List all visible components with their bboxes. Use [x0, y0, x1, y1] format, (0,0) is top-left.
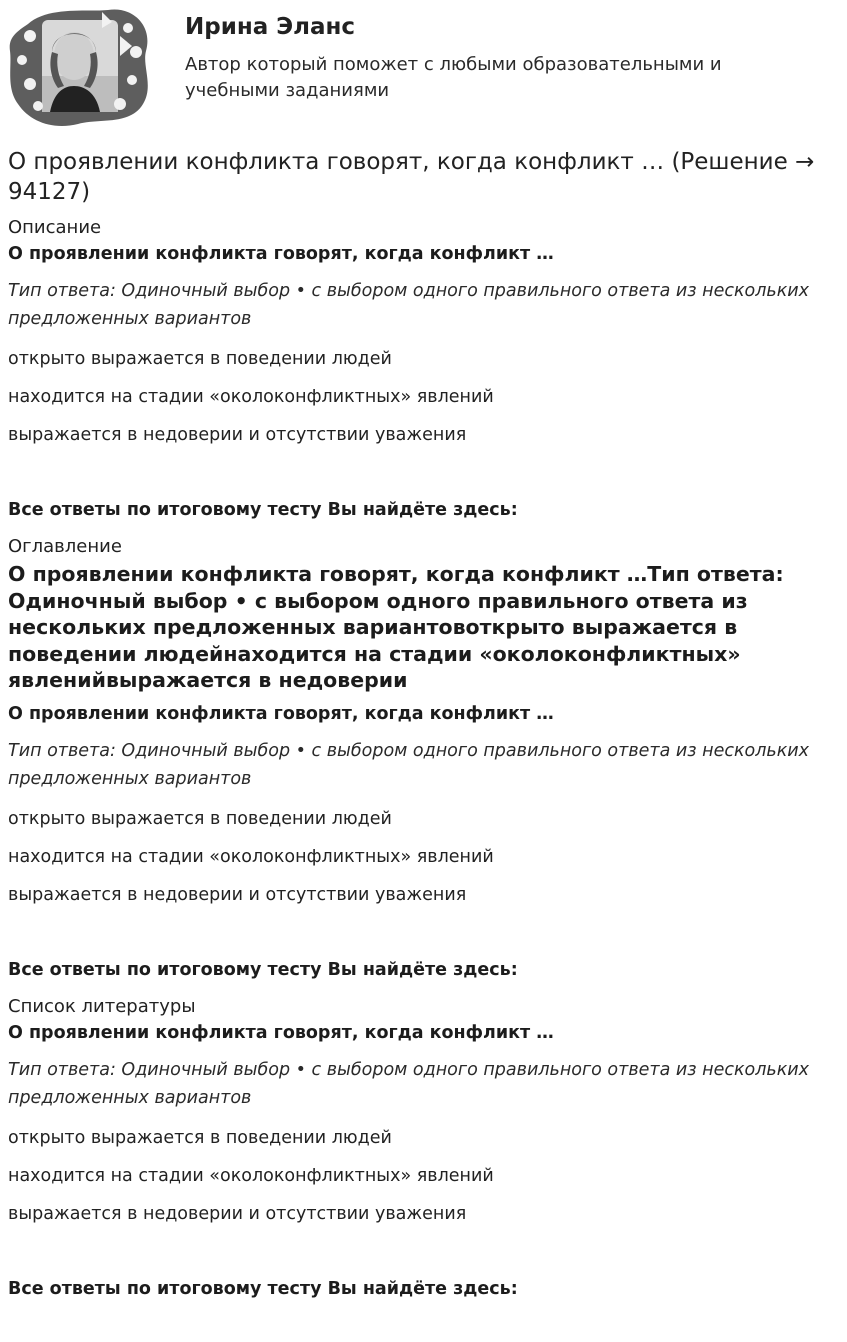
answer-option: находится на стадии «околоконфликтных» явлений: [8, 1165, 494, 1186]
section-label-description: Описание: [8, 217, 102, 238]
question-text: О проявлении конфликта говорят, когда конфликт …: [8, 244, 554, 264]
author-card: [8, 6, 838, 128]
all-answers-link-text: Все ответы по итоговому тесту Вы найдёте здесь:: [8, 500, 518, 520]
answer-type: Тип ответа: Одиночный выбор • с выбором одного правильного ответа из нескольких предложенных вариантов: [8, 281, 810, 329]
author-name: Ирина Эланс: [185, 14, 356, 40]
toc-heading: О проявлении конфликта говорят, когда конфликт …Тип ответа: Одиночный выбор • с выбором одного правильного ответа из нескольких предложенных вариантовоткрыто выражается в поведении людейнаходится на стадии «околоконфликтных» явленийвыражается в недоверии: [8, 562, 784, 692]
answer-option: открыто выражается в поведении людей: [8, 349, 392, 369]
answer-option: выражается в недоверии и отсутствии уважения: [8, 425, 467, 445]
section-label-literature: Список литературы: [8, 995, 196, 1017]
answer-option: выражается в недоверии и отсутствии уважения: [8, 884, 467, 905]
page-title: О проявлении конфликта говорят, когда конфликт … (Решение → 94127): [8, 149, 815, 205]
all-answers-link-text: Все ответы по итоговому тесту Вы найдёте здесь:: [8, 1278, 518, 1299]
question-text: О проявлении конфликта говорят, когда конфликт …: [8, 703, 554, 724]
answer-option: выражается в недоверии и отсутствии уважения: [8, 1203, 467, 1224]
answer-option: открыто выражается в поведении людей: [8, 808, 392, 829]
answer-option: открыто выражается в поведении людей: [8, 1127, 392, 1148]
question-text: О проявлении конфликта говорят, когда конфликт …: [8, 1022, 554, 1043]
answer-option: находится на стадии «околоконфликтных» явлений: [8, 846, 494, 867]
answer-type: Тип ответа: Одиночный выбор • с выбором одного правильного ответа из нескольких предложенных вариантов: [8, 740, 810, 789]
author-description: Автор который поможет с любыми образовательными и учебными заданиями: [185, 54, 722, 101]
section-label-toc: Оглавление: [8, 536, 122, 557]
answer-type: Тип ответа: Одиночный выбор • с выбором одного правильного ответа из нескольких предложенных вариантов: [8, 1059, 810, 1108]
main-content: [8, 147, 838, 1301]
author-avatar: [8, 6, 152, 128]
answer-option: находится на стадии «околоконфликтных» явлений: [8, 387, 494, 407]
all-answers-link-text: Все ответы по итоговому тесту Вы найдёте здесь:: [8, 959, 518, 980]
